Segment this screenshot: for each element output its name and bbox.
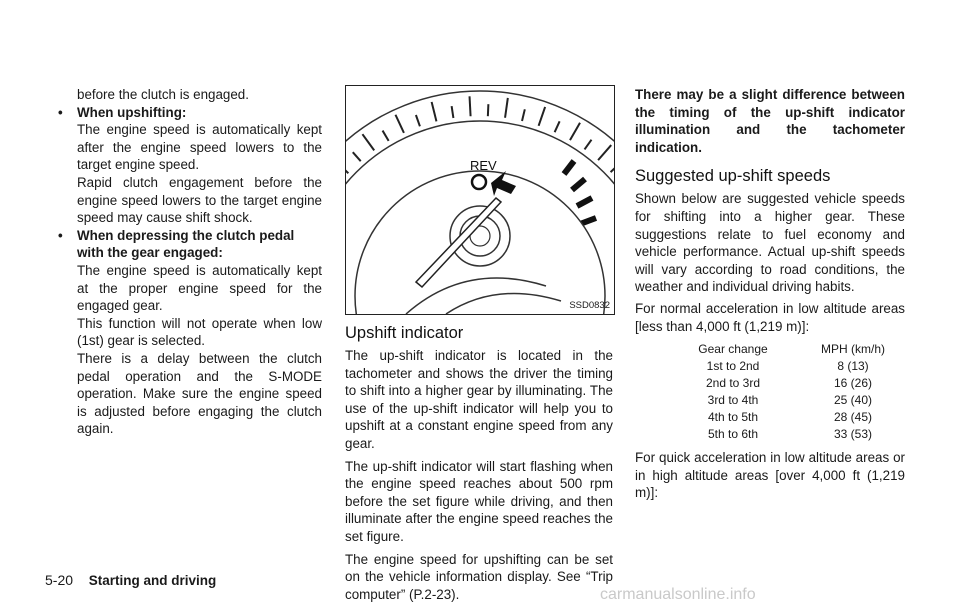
tick-mark [362,134,374,150]
table-cell: 8 (13) [837,359,869,374]
column-middle [345,323,613,603]
tick-mark [416,115,420,126]
table-cell: 28 (45) [833,410,873,425]
table-row [663,409,903,426]
rev-label: REV [470,158,497,173]
tick-mark [505,98,508,118]
column-right [635,86,905,502]
section-name: Starting and driving [88,573,217,588]
tick-mark [598,145,611,160]
page-number: 5-20 [45,572,74,588]
table-cell: 1st to 2nd [706,359,760,374]
table-row [663,375,903,392]
paragraph: The engine speed is automatically kept at the proper engine speed for the engaged gear. [77,262,322,314]
tick-mark [488,104,489,116]
tick-mark [539,107,546,126]
bullet-title: When upshifting: [77,104,187,120]
paragraph: The engine speed is automatically kept after the engine speed lowers to the target engine speed. [77,122,322,173]
table-row [663,426,903,443]
table-cell: 5th to 6th [707,427,759,442]
bullet-upshifting [58,104,322,227]
tachometer-illustration [346,86,614,314]
column-left [58,86,322,438]
upshift-speed-table [663,341,903,443]
tick-mark [383,131,389,141]
paragraph: There is a delay between the clutch pedal operation and the S-MODE operation. Make sure the engine speed is adjusted before engaging the clutch again. [77,350,322,437]
table-cell: 2nd to 3rd [705,376,761,391]
paragraph: For quick acceleration in low altitude areas or in high altitude areas [over 4,000 ft (1,219 m)]: [635,450,905,501]
tick-mark [585,140,592,150]
table-row [663,358,903,375]
tick-mark [346,160,348,174]
warning-text: There may be a slight difference between the timing of the up-shift indicator illumination and the tachometer indication. [635,87,905,155]
paragraph: The engine speed for upshifting can be set on the vehicle information display. See “Trip computer” (P.2-23). [345,551,613,602]
tick-mark [395,115,403,133]
table-cell: 25 (40) [833,393,873,408]
tick-mark [555,121,560,132]
tick-mark [570,123,580,140]
tachometer-figure [345,85,615,315]
tick-mark [470,96,471,116]
page-footer [45,572,216,588]
paragraph: The up-shift indicator will start flashing when the engine speed reaches about 500 rpm before the set figure while driving, and then illuminate after the engine speed reaches the set figure. [345,458,613,544]
intro-text: before the clutch is engaged. [77,87,249,102]
paragraph: Rapid clutch engagement before the engine speed lowers to the target engine speed may cause shift shock. [77,174,322,226]
table-row [663,392,903,409]
paragraph: Shown below are suggested vehicle speeds for shifting into a higher gear. These suggestions relate to fuel economy and vehicle performance. Actual up-shift speeds will vary according to road conditions, the weather and individual driving habits. [635,191,905,295]
upshift-lamp-icon [472,175,486,189]
tick-mark [353,152,361,161]
tick-mark [611,164,614,172]
paragraph: This function will not operate when low (1st) gear is selected. [77,315,322,349]
bullet-dot: • [58,227,63,243]
table-cell: 4th to 5th [707,410,759,425]
table-cell: 16 (26) [833,376,873,391]
bullet-title: When depressing the clutch pedal with the gear engaged: [77,227,295,261]
watermark[interactable]: carmanualsonline.info [600,586,756,603]
bullet-clutch [58,227,322,438]
tick-mark [522,109,525,121]
table-header: Gear change [698,342,768,357]
section-heading: Suggested up-shift speeds [635,167,831,186]
paragraph: For normal acceleration in low altitude areas [less than 4,000 ft (1,219 m)]: [635,300,905,334]
tick-mark [452,106,454,118]
bullet-dot: • [58,104,63,120]
tick-mark [432,102,437,121]
table-cell: 3rd to 4th [707,393,759,408]
table-header: MPH (km/h) [821,342,885,357]
paragraph: The up-shift indicator is located in the tachometer and shows the driver the timing to shift into a higher gear by illuminating. The use of the up-shift indicator will help you to upshift at a constant engine speed from any gear. [345,348,613,451]
figure-code: SSD0832 [569,300,610,311]
section-heading: Upshift indicator [345,324,464,342]
table-cell: 33 (53) [833,427,873,442]
